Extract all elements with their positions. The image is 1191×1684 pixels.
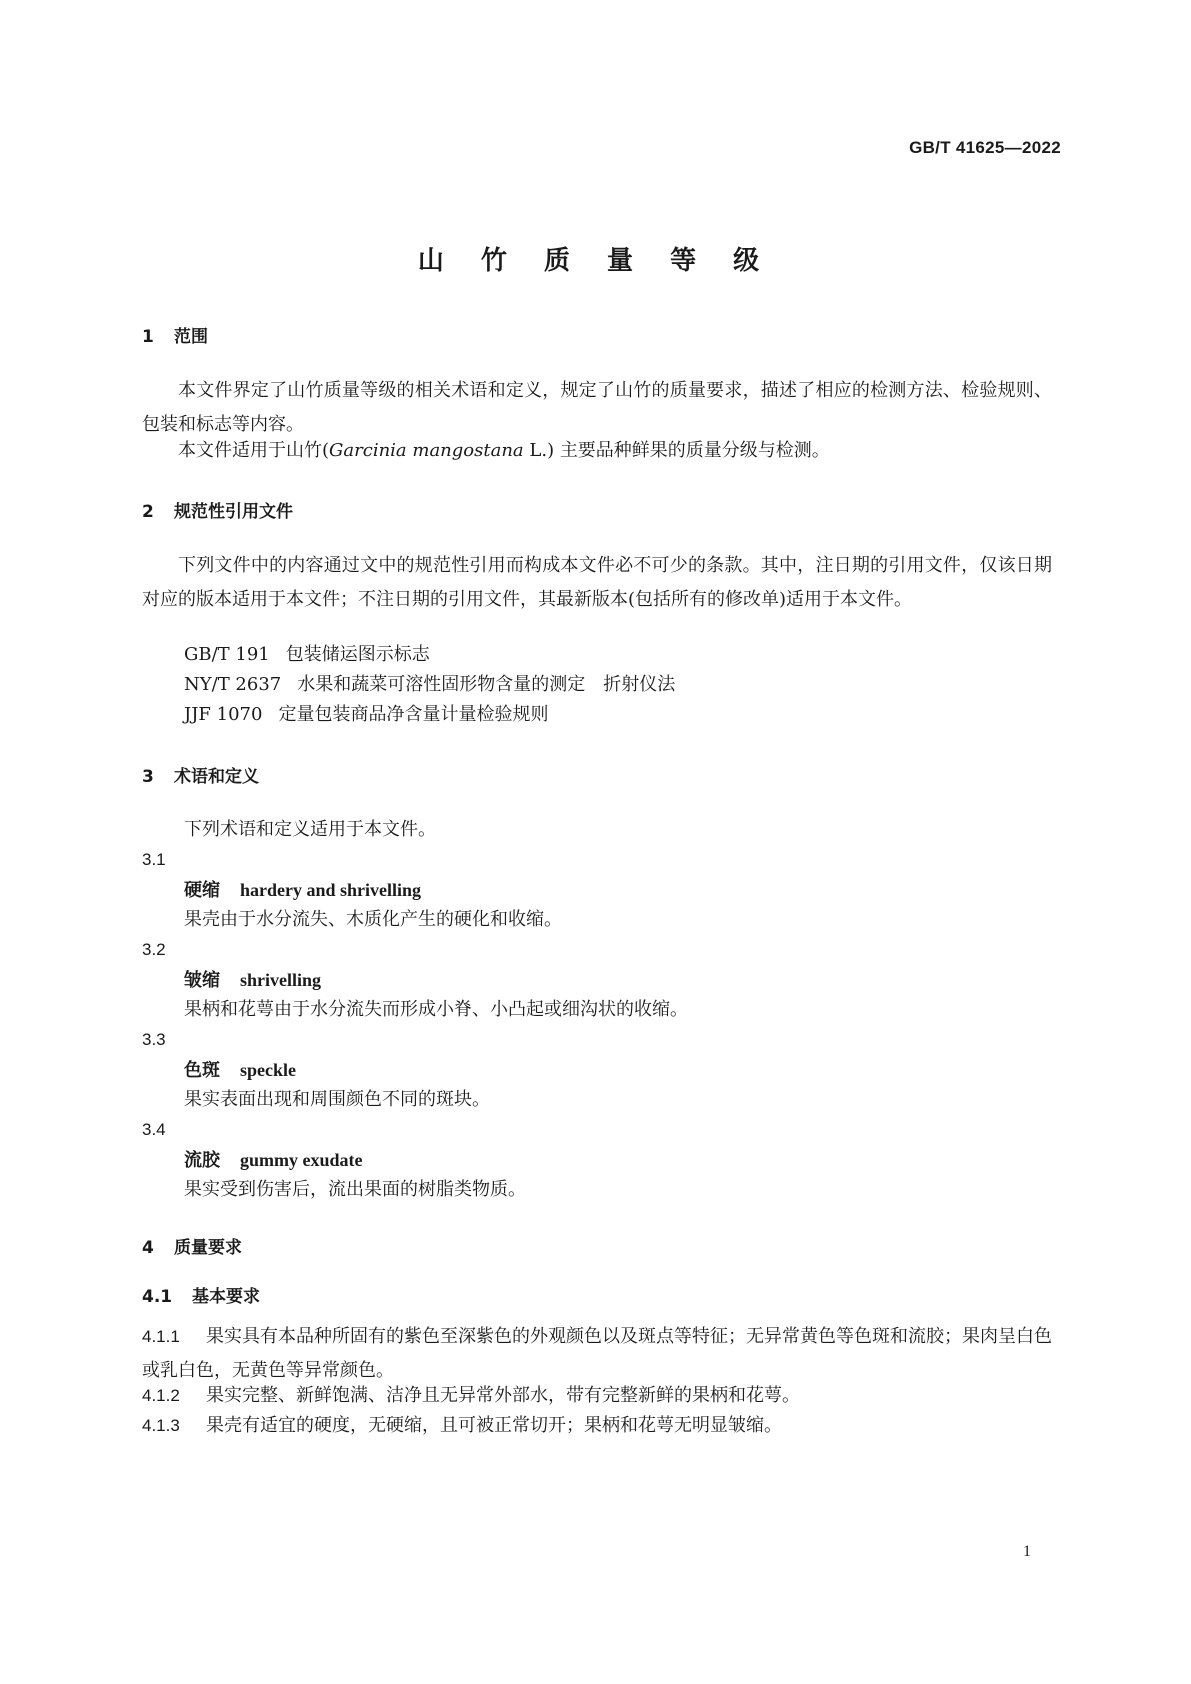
clause-number: 4.1.3 [142, 1416, 180, 1435]
reference-item [184, 700, 548, 730]
term-name [184, 1145, 363, 1176]
section-number: 3 [142, 767, 154, 787]
term-cn: 色斑 [184, 1060, 220, 1081]
term-definition: 果柄和花萼由于水分流失而形成小脊、小凸起或细沟状的收缩。 [184, 999, 688, 1020]
term-name [184, 875, 421, 906]
clause-number: 4.1.2 [142, 1386, 180, 1405]
subsection-title: 基本要求 [192, 1287, 260, 1307]
document-title: 山 竹 质 量 等 级 [417, 246, 774, 276]
term-en: speckle [240, 1060, 296, 1080]
reference-code: GB/T 191 [184, 644, 270, 665]
term-cn: 流胶 [184, 1150, 220, 1171]
clause-4-1-3 [142, 1411, 782, 1441]
term-number: 3.4 [142, 1120, 166, 1139]
section-title: 规范性引用文件 [174, 502, 293, 522]
clause-number: 4.1.1 [142, 1327, 180, 1346]
subsection-4-1-heading [142, 1282, 260, 1307]
term-en: shrivelling [240, 970, 322, 990]
section-title: 质量要求 [174, 1238, 242, 1258]
reference-title: 定量包装商品净含量计量检验规则 [278, 704, 549, 725]
section-number: 1 [142, 327, 154, 347]
reference-code: JJF 1070 [184, 704, 263, 725]
terms-intro: 下列术语和定义适用于本文件。 [184, 819, 436, 840]
term-en: hardery and shrivelling [240, 880, 422, 900]
reference-title: 水果和蔬菜可溶性固形物含量的测定 折射仪法 [297, 674, 676, 695]
scope-text-after: L.) 主要品种鲜果的质量分级与检测。 [523, 440, 830, 461]
document-code: GB/T 41625—2022 [909, 138, 1061, 157]
term-definition: 果实受到伤害后，流出果面的树脂类物质。 [184, 1179, 526, 1200]
section-4-heading [142, 1233, 242, 1258]
term-name [184, 965, 321, 996]
term-en: gummy exudate [240, 1150, 363, 1170]
section-2-paragraph: 下列文件中的内容通过文中的规范性引用而构成本文件必不可少的条款。其中，注日期的引用文件，仅该日期对应的版本适用于本文件；不注日期的引用文件，其最新版本(包括所有的修改单)适用于本文件。 [142, 555, 1052, 610]
clause-text: 果实具有本品种所固有的紫色至深紫色的外观颜色以及斑点等特征；无异常黄色等色斑和流胶；果肉呈白色或乳白色，无黄色等异常颜色。 [142, 1326, 1052, 1381]
term-definition: 果壳由于水分流失、木质化产生的硬化和收缩。 [184, 909, 562, 930]
scope-text-before: 本文件适用于山竹( [178, 440, 330, 461]
term-number: 3.3 [142, 1030, 166, 1049]
clause-4-1-2 [142, 1381, 800, 1411]
reference-item [184, 670, 675, 700]
reference-title: 包装储运图示标志 [285, 644, 430, 665]
term-name [184, 1055, 296, 1086]
latin-name: Garcinia mangostana [329, 440, 524, 461]
term-definition: 果实表面出现和周围颜色不同的斑块。 [184, 1089, 490, 1110]
term-cn: 硬缩 [184, 880, 220, 901]
page-number: 1 [1023, 1543, 1031, 1560]
section-title: 术语和定义 [174, 767, 259, 787]
section-2-heading [142, 497, 293, 522]
section-1-paragraph-2 [142, 434, 1052, 468]
section-1-paragraph-1: 本文件界定了山竹质量等级的相关术语和定义，规定了山竹的质量要求，描述了相应的检测方法、检验规则、包装和标志等内容。 [142, 380, 1052, 435]
reference-code: NY/T 2637 [184, 674, 282, 695]
section-number: 2 [142, 502, 154, 522]
clause-text: 果实完整、新鲜饱满、洁净且无异常外部水，带有完整新鲜的果柄和花萼。 [206, 1385, 800, 1406]
clause-4-1-1 [142, 1320, 1052, 1388]
section-title: 范围 [174, 327, 208, 347]
section-3-heading [142, 762, 259, 787]
term-cn: 皱缩 [184, 970, 220, 991]
term-number: 3.1 [142, 850, 166, 869]
clause-text: 果壳有适宜的硬度，无硬缩，且可被正常切开；果柄和花萼无明显皱缩。 [206, 1415, 782, 1436]
subsection-number: 4.1 [142, 1287, 173, 1307]
section-number: 4 [142, 1238, 154, 1258]
reference-item [184, 640, 430, 670]
term-number: 3.2 [142, 940, 166, 959]
section-1-heading [142, 322, 208, 347]
